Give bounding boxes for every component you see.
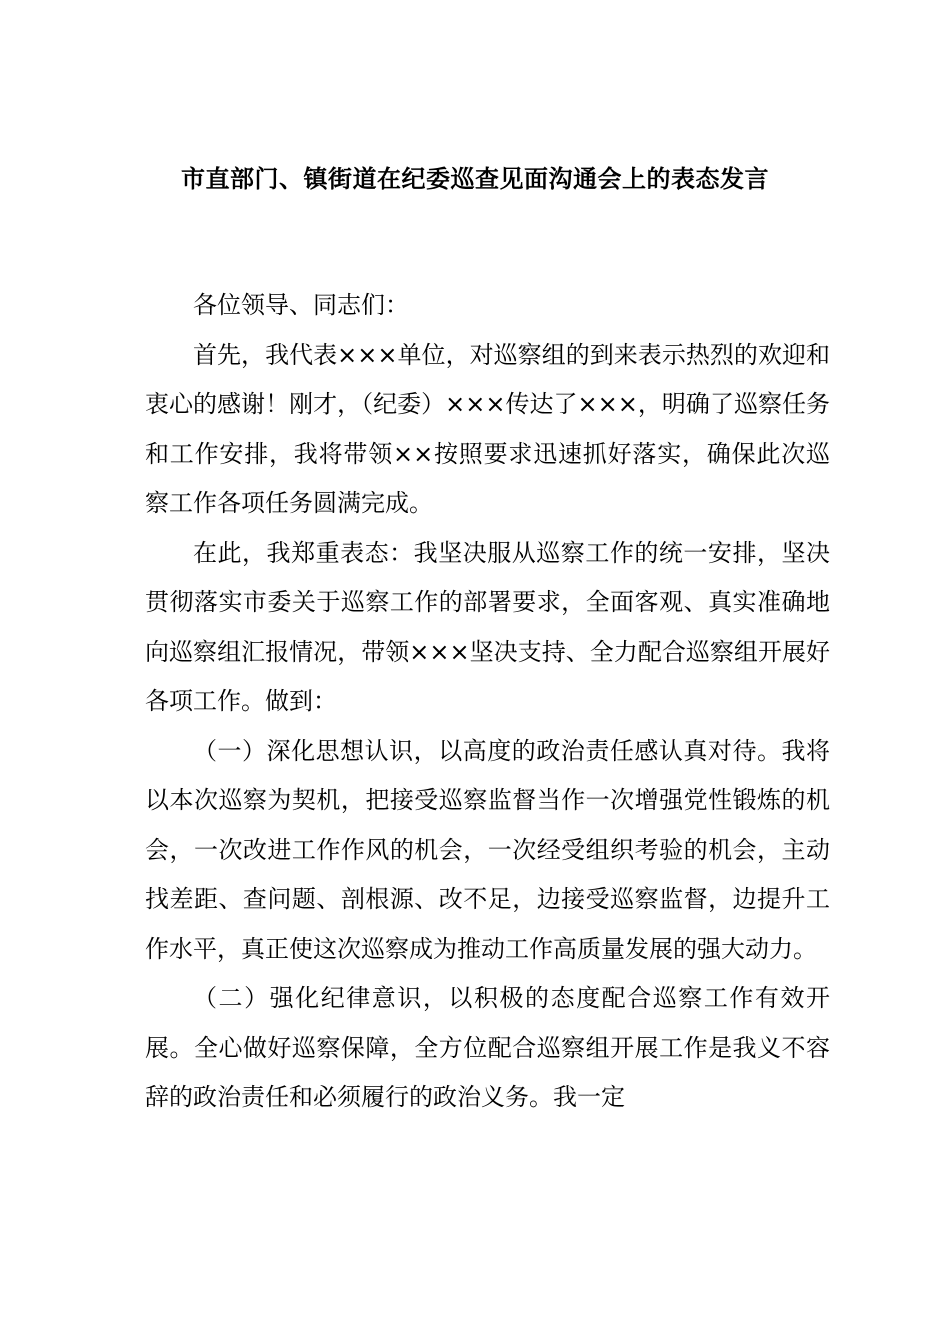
body-paragraph: （一）深化思想认识，以高度的政治责任感认真对待。我将以本次巡察为契机，把接受巡察监督当作一次增强党性锻炼的机会，一次改进工作作风的机会，一次经受组织考验的机会，主动找差距、查问题、剖根源、改不足，边接受巡察监督，边提升工作水平，真正使这次巡察成为推动工作高质量发展的强大动力。 — [145, 736, 830, 963]
body-paragraph: 在此，我郑重表态：我坚决服从巡察工作的统一安排，坚决贯彻落实市委关于巡察工作的部署要求，全面客观、真实准确地向巡察组汇报情况，带领×××坚决支持、全力配合巡察组开展好各项工作。做到： — [145, 538, 830, 715]
document-body — [145, 281, 830, 1123]
body-paragraph: （二）强化纪律意识，以积极的态度配合巡察工作有效开展。全心做好巡察保障，全方位配合巡察组开展工作是我义不容辞的政治责任和必须履行的政治义务。我一定 — [145, 984, 830, 1111]
body-paragraph: 首先，我代表×××单位，对巡察组的到来表示热烈的欢迎和衷心的感谢！刚才，（纪委）×××传达了×××，明确了巡察任务和工作安排，我将带领××按照要求迅速抓好落实，确保此次巡察工作各项任务圆满完成。 — [145, 340, 830, 517]
salutation-paragraph: 各位领导、同志们： — [193, 291, 409, 319]
document-title: 市直部门、镇街道在纪委巡查见面沟通会上的表态发言 — [181, 165, 769, 193]
